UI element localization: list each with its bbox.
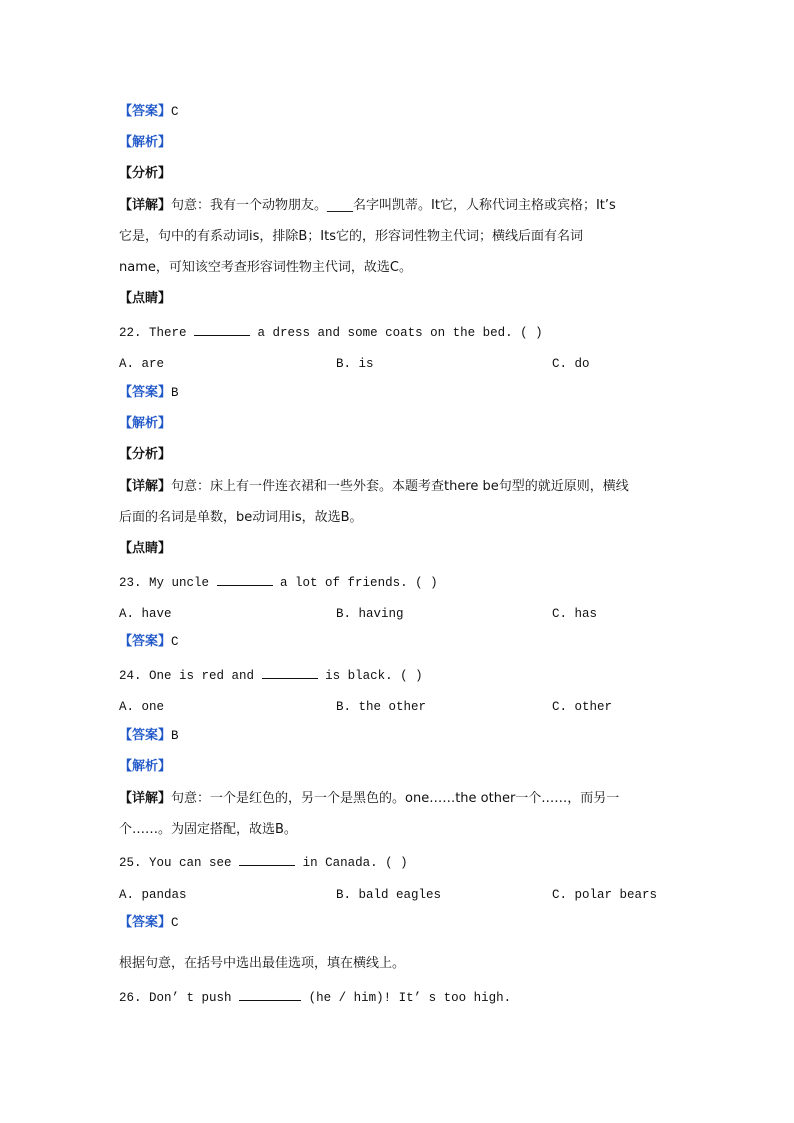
answer-line-23: 【答案】C xyxy=(119,634,179,649)
detail-line-21-2: 它是，句中的有系动词is，排除B；Its它的，形容词性物主代词；横线后面有名词 xyxy=(119,229,584,244)
question-24-stem: 24. One is red and is black. ( ) xyxy=(119,669,423,683)
section-instruction: 根据句意，在括号中选出最佳选项，填在横线上。 xyxy=(119,956,406,971)
dianjing-label-21: 【点睛】 xyxy=(119,291,172,306)
option-a-24: A. one xyxy=(119,700,165,714)
detail-line-24-1: 【详解】句意：一个是红色的，另一个是黑色的。one……the other一个……，而另一 xyxy=(119,791,620,806)
detail-line-24-2: 个……。为固定搭配，故选B。 xyxy=(119,822,297,837)
question-26-stem: 26. Don’ t push (he / him)! It’ s too high. xyxy=(119,991,512,1005)
fenxi-label-22: 【分析】 xyxy=(119,447,172,462)
answer-line-21 xyxy=(119,103,179,121)
option-a-23: A. have xyxy=(119,607,172,621)
option-b-22: B. is xyxy=(336,357,374,371)
answer-line-24: 【答案】B xyxy=(119,728,179,743)
option-c-24: C. other xyxy=(552,700,613,714)
answer-blank xyxy=(194,324,250,336)
detail-line-22-1: 【详解】句意：床上有一件连衣裙和一些外套。本题考查there be句型的就近原则，横线 xyxy=(119,479,629,494)
answer-label: 【答案】 xyxy=(119,104,172,119)
answer-blank xyxy=(239,854,295,866)
question-23-stem: 23. My uncle a lot of friends. ( ) xyxy=(119,576,438,590)
detail-line-21-3: name，可知该空考查形容词性物主代词，故选C。 xyxy=(119,260,412,275)
option-c-22: C. do xyxy=(552,357,590,371)
option-a-22: A. are xyxy=(119,357,165,371)
answer-blank xyxy=(217,574,273,586)
option-b-25: B. bald eagles xyxy=(336,888,442,902)
answer-value: C xyxy=(171,105,179,119)
answer-blank xyxy=(262,667,318,679)
detail-line-22-2: 后面的名词是单数，be动词用is，故选B。 xyxy=(119,510,363,525)
answer-line-22: 【答案】B xyxy=(119,385,179,400)
question-25-stem: 25. You can see in Canada. ( ) xyxy=(119,856,408,870)
option-c-23: C. has xyxy=(552,607,598,621)
option-a-25: A. pandas xyxy=(119,888,187,902)
option-b-23: B. having xyxy=(336,607,404,621)
question-22-stem: 22. There a dress and some coats on the bed. ( ) xyxy=(119,326,543,340)
detail-line-21-1: 【详解】句意：我有一个动物朋友。____名字叫凯蒂。It它，人称代词主格或宾格；It’s xyxy=(119,198,616,213)
analysis-label-21: 【解析】 xyxy=(119,135,172,150)
fenxi-label-21: 【分析】 xyxy=(119,166,172,181)
analysis-label-22: 【解析】 xyxy=(119,416,172,431)
analysis-label-24: 【解析】 xyxy=(119,759,172,774)
dianjing-label-22: 【点睛】 xyxy=(119,541,172,556)
answer-line-25: 【答案】C xyxy=(119,915,179,930)
option-b-24: B. the other xyxy=(336,700,427,714)
option-c-25: C. polar bears xyxy=(552,888,658,902)
answer-blank xyxy=(239,989,301,1001)
